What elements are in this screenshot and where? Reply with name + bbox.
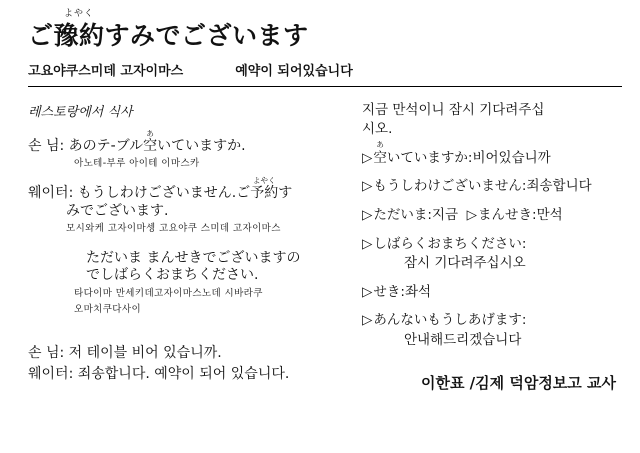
title-ruby-group [53, 9, 105, 51]
dialog-text-continued: みでございます. [66, 202, 169, 219]
intro-translation [362, 101, 622, 140]
dialog-pronunciation: 아노테-부루 아이테 이마스카 [74, 158, 200, 170]
dialog-ruby-base: 空 [143, 137, 158, 154]
dialog-ruby-base: 予約 [250, 185, 279, 202]
vocab-ruby-text: あ [376, 139, 384, 149]
title-ruby-base: 豫約 [53, 21, 105, 50]
dialog-after: す [278, 185, 293, 202]
vocab-meaning: 잠시 기다려주십시오 [404, 255, 526, 272]
translation-block [28, 343, 352, 385]
vocab-entry [362, 283, 622, 303]
vocab-meaning: 좌석 [404, 283, 432, 300]
vocab-ruby-group [373, 139, 387, 169]
vocab-term: いていますか: [386, 149, 473, 166]
bullet-marker-secondary: ▷ [466, 207, 478, 223]
vocab-term: しばらくおまちください: [373, 235, 527, 252]
dialog-ruby-group [143, 128, 158, 156]
dialog-ruby-text: よやく [252, 176, 276, 186]
header-divider [28, 86, 622, 87]
title-suffix: すみでございます [104, 21, 309, 50]
vocab-entry [362, 177, 622, 197]
translation-line: 웨이터: 죄송합니다. 예약이 되어 있습니다. [28, 365, 290, 382]
speaker-label: 손 님: [28, 137, 65, 154]
translation-line: 손 님: 저 테이블 비어 있습니까. [28, 344, 222, 361]
author-signature: 이한표 /김제 덕암정보고 교사 [420, 374, 616, 393]
bullet-marker: ▷ [362, 312, 373, 329]
dialog-ruby-group [250, 176, 279, 203]
right-column [358, 101, 622, 394]
dialog-before: もうしわけございません.ご [77, 185, 251, 202]
left-column [28, 101, 358, 394]
dialog-text [28, 128, 352, 156]
intro-translation-line: 시오. [362, 121, 393, 138]
intro-translation-line: 지금 만석이니 잠시 기다려주십 [362, 101, 545, 118]
vocab-meaning-secondary: 만석 [536, 207, 563, 223]
subtitle-kana: 고요야쿠스미데 고자이마스 [28, 63, 184, 79]
bullet-marker: ▷ [362, 283, 373, 300]
bullet-marker: ▷ [362, 178, 373, 195]
speaker-label: 웨이터: [28, 185, 74, 202]
dialog-line-1 [28, 128, 352, 171]
bullet-marker: ▷ [362, 235, 373, 252]
dialog-text: ただいま まんせきでございますの [86, 249, 301, 266]
subtitle-row [28, 60, 622, 79]
vocab-meaning: 지금 [431, 207, 459, 223]
vocab-entry [362, 235, 622, 274]
bullet-marker: ▷ [362, 207, 373, 223]
vocab-entry [362, 206, 622, 226]
dialog-pronunciation-continued: 오마치쿠다사이 [74, 303, 142, 315]
content-columns [28, 101, 622, 394]
vocab-entry [362, 311, 622, 350]
vocab-entry [362, 139, 622, 169]
dialog-text [28, 176, 352, 203]
vocab-meaning: 안내해드리겠습니다 [404, 331, 522, 348]
page-title [28, 9, 622, 51]
vocab-ruby-base: 空 [373, 149, 387, 166]
vocab-term: ただいま: [373, 207, 432, 223]
title-prefix: ご [28, 21, 54, 50]
vocab-meaning: 죄송합니다 [526, 178, 592, 195]
vocab-term: せき: [373, 283, 405, 300]
vocab-meaning: 비어있습니까 [472, 149, 551, 166]
dialog-ruby-text: あ [146, 128, 154, 138]
subtitle-korean: 예약이 되어있습니다 [235, 63, 353, 79]
title-ruby-text: よやく [64, 9, 95, 19]
vocab-term: あんないもうしあげます: [373, 312, 527, 329]
dialog-text-continued: でしばらくおまちください. [86, 267, 259, 284]
scene-label: 레스토랑에서 식사 [28, 104, 133, 120]
dialog-after: いていますか. [157, 137, 246, 154]
vocab-term-secondary: まんせき: [478, 207, 537, 223]
dialog-before: あのテ-ブル [68, 137, 144, 154]
dialog-pronunciation: 타다이마 만세키데고자이마스노데 시바라쿠 [74, 287, 263, 299]
document-header [28, 9, 622, 87]
dialog-line-2 [28, 176, 352, 236]
vocab-term: もうしわけございません: [373, 178, 527, 195]
dialog-line-3 [28, 250, 352, 317]
dialog-pronunciation: 모시와케 고자이마셍 고요야쿠 스미데 고자이마스 [66, 223, 281, 235]
bullet-marker: ▷ [362, 149, 373, 166]
